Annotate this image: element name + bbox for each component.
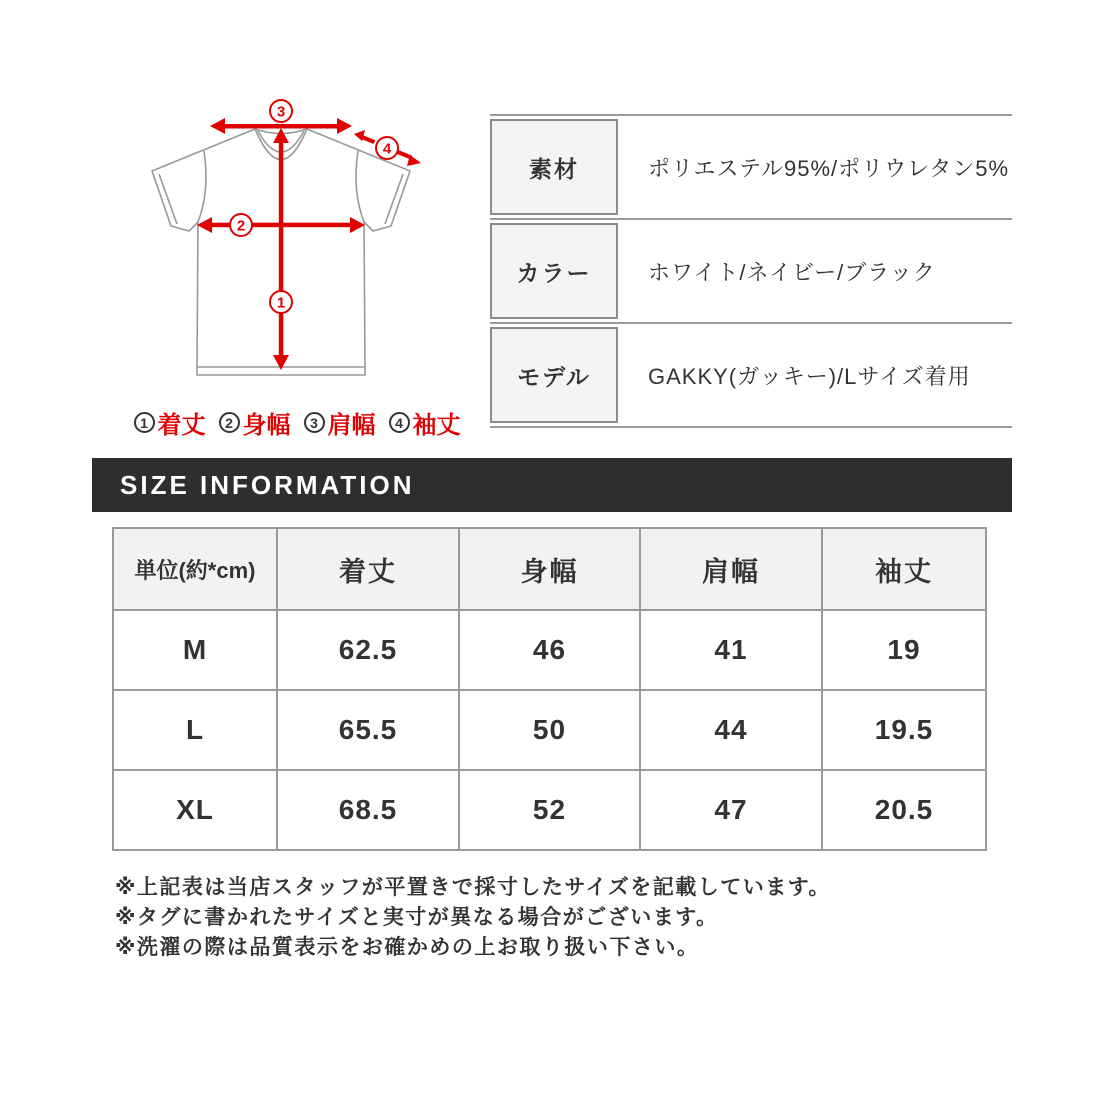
legend-number-2: 2 (219, 412, 240, 433)
size-header-unit: 単位(約*cm) (113, 528, 277, 610)
size-xl-sodetake: 20.5 (822, 770, 986, 850)
info-label-cell (490, 219, 618, 323)
svg-text:4: 4 (382, 140, 392, 158)
info-label-color: カラー (490, 223, 618, 319)
size-l-chakutake: 65.5 (277, 690, 459, 770)
size-name-l: L (113, 690, 277, 770)
size-xl-mihaba: 52 (459, 770, 640, 850)
info-label-cell (490, 323, 618, 427)
marker-3 (270, 100, 292, 122)
size-header-katahaba: 肩幅 (640, 528, 822, 610)
size-information-title: SIZE INFORMATION (120, 469, 415, 500)
info-row-model (490, 323, 1012, 427)
legend-item-chakutake (134, 405, 206, 440)
product-info-table (490, 114, 1012, 428)
size-l-sodetake: 19.5 (822, 690, 986, 770)
size-name-m: M (113, 610, 277, 690)
info-row-color (490, 219, 1012, 323)
size-row-m (113, 610, 986, 690)
footnotes (115, 873, 1012, 963)
info-row-material (490, 115, 1012, 219)
size-m-sodetake: 19 (822, 610, 986, 690)
legend-number-4: 4 (389, 412, 410, 433)
size-m-chakutake: 62.5 (277, 610, 459, 690)
size-m-mihaba: 46 (459, 610, 640, 690)
size-header-chakutake: 着丈 (277, 528, 459, 610)
info-value-color: ホワイト/ネイビー/ブラック (648, 259, 936, 285)
marker-2 (230, 214, 252, 236)
marker-1 (270, 291, 292, 313)
size-table-header-row (113, 528, 986, 610)
size-xl-chakutake: 68.5 (277, 770, 459, 850)
legend-label-3: 肩幅 (327, 412, 376, 439)
top-section (0, 0, 1100, 440)
legend-item-katahaba (304, 405, 376, 440)
measurement-diagram (92, 95, 490, 440)
footnote-tag-size: ※タグに書かれたサイズと実寸が異なる場合がございます。 (115, 906, 719, 929)
size-name-xl: XL (113, 770, 277, 850)
size-l-katahaba: 44 (640, 690, 822, 770)
legend-label-1: 着丈 (157, 412, 206, 439)
svg-text:1: 1 (276, 294, 286, 312)
size-header-sodetake: 袖丈 (822, 528, 986, 610)
info-label-cell (490, 115, 618, 219)
legend-label-2: 身幅 (242, 412, 291, 439)
size-row-xl (113, 770, 986, 850)
size-xl-katahaba: 47 (640, 770, 822, 850)
legend-item-mihaba (219, 405, 291, 440)
size-l-mihaba: 50 (459, 690, 640, 770)
size-m-katahaba: 41 (640, 610, 822, 690)
legend-label-4: 袖丈 (412, 412, 461, 439)
footnote-washing: ※洗濯の際は品質表示をお確かめの上お取り扱い下さい。 (115, 936, 700, 959)
legend-number-1: 1 (134, 412, 155, 433)
legend-number-3: 3 (304, 412, 325, 433)
info-label-model: モデル (490, 327, 618, 423)
size-table (112, 527, 987, 851)
size-row-l (113, 690, 986, 770)
info-value-model: GAKKY(ガッキー)/Lサイズ着用 (648, 363, 971, 389)
info-value-material: ポリエステル95%/ポリウレタン5% (648, 155, 1010, 181)
size-information-banner (92, 458, 1012, 512)
size-header-mihaba: 身幅 (459, 528, 640, 610)
footnote-measuring: ※上記表は当店スタッフが平置きで採寸したサイズを記載しています。 (115, 876, 832, 899)
legend-item-sodetake (389, 405, 461, 440)
svg-text:2: 2 (236, 217, 246, 235)
svg-text:3: 3 (276, 103, 286, 121)
measurement-legend (132, 405, 462, 440)
info-label-material: 素材 (490, 119, 618, 215)
tshirt-measurement-illustration (144, 95, 446, 395)
product-info (490, 114, 1012, 440)
marker-4 (376, 137, 398, 159)
size-table-section (0, 512, 1100, 851)
